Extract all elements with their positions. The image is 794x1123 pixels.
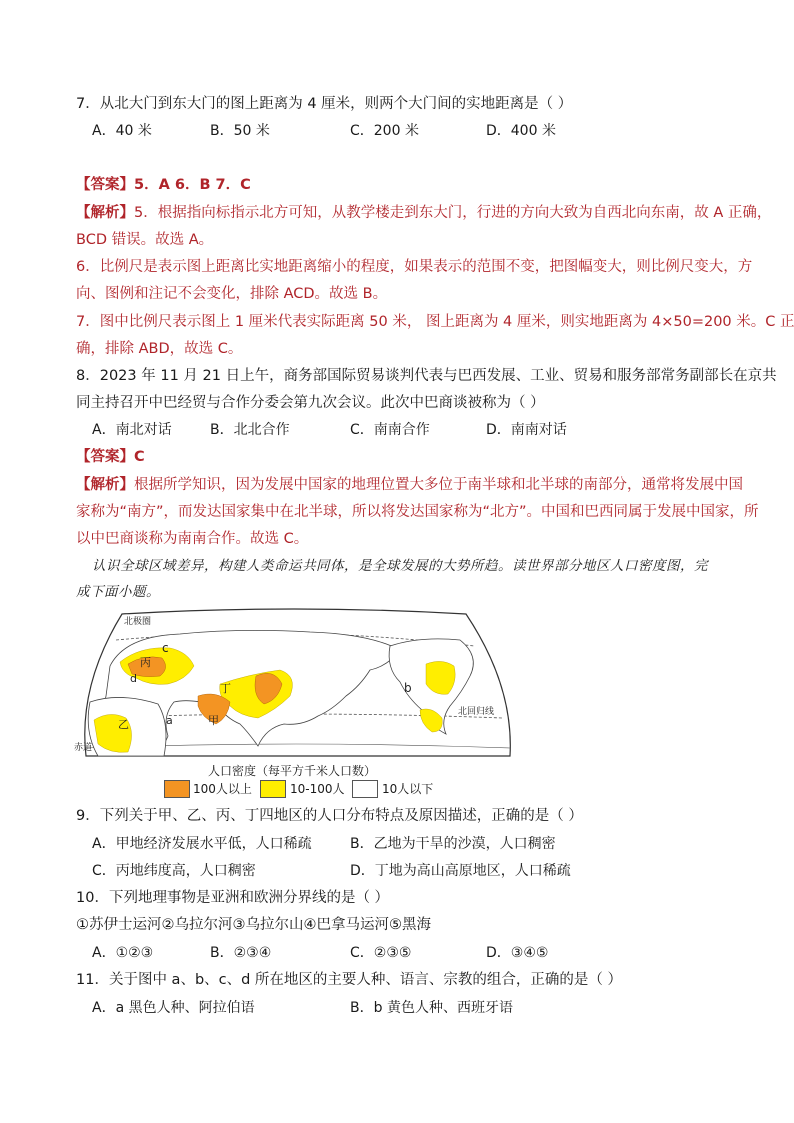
q8-option-d: D．南南对话 [486,422,567,438]
legend-label-medium: 10-100人 [290,782,345,796]
q10-option-d: D．③④⑤ [486,945,549,961]
legend-title: 人口密度（每平方千米人口数） [208,764,377,778]
label-jia: 甲 [208,714,219,727]
answer-tag: 【答案】 [76,177,134,193]
q8-option-a: A．南北对话 [92,422,172,438]
analysis-tag: 【解析】 [76,205,134,221]
label-ding: 丁 [220,682,231,695]
analysis-5-7-line3: 6．比例尺是表示图上距离比实地距离缩小的程度，如果表示的范围不变，把图幅变大，则比例尺变大，方 [76,259,753,275]
q7-option-c: C．200 米 [350,123,419,139]
q8-answer-value: C [134,449,145,465]
q10-option-b: B．②③④ [210,945,272,961]
label-b: b [404,681,412,695]
analysis-text: 5．根据指向标指示北方可知，从教学楼走到东大门，行进的方向大致为自西北向东南，故 A 正确， [134,205,772,221]
q8-analysis-text: 根据所学知识，因为发展中国家的地理位置大多位于南半球和北半球的南部分，通常将发展中国 [134,477,743,493]
q7-option-a: A．40 米 [92,123,152,139]
q9-option-d: D．丁地为高山高原地区，人口稀疏 [350,863,571,879]
q8-option-c: C．南南合作 [350,422,430,438]
label-c: c [162,641,169,655]
q8-answer-tag: 【答案】 [76,449,134,465]
legend-swatch-medium [260,780,286,798]
q10-items: ①苏伊士运河②乌拉尔河③乌拉尔山④巴拿马运河⑤黑海 [76,917,431,933]
analysis-5-7-line2: BCD 错误。故选 A。 [76,232,214,248]
q9-stem: 9．下列关于甲、乙、丙、丁四地区的人口分布特点及原因描述，正确的是（ ） [76,808,583,824]
q7-stem: 7．从北大门到东大门的图上距离为 4 厘米，则两个大门间的实地距离是（ ） [76,96,573,112]
q8-option-b: B．北北合作 [210,422,290,438]
q11-option-b: B．b 黄色人种、西班牙语 [350,1000,513,1016]
q8-analysis-line3: 以中巴商谈称为南南合作。故选 C。 [76,531,309,547]
q8-answer [76,447,145,467]
population-density-map [70,606,518,764]
label-bing: 丙 [140,656,151,669]
answer-text: 5．A 6．B 7．C [134,177,251,193]
legend-label-high: 100人以上 [193,782,252,796]
label-a: a [166,714,173,727]
q8-analysis-tag: 【解析】 [76,477,134,493]
q10-stem: 10．下列地理事物是亚洲和欧洲分界线的是（ ） [76,890,390,906]
label-d: d [130,672,137,685]
q11-option-a: A．a 黑色人种、阿拉伯语 [92,1000,255,1016]
analysis-5-7-line6: 确，排除 ABD，故选 C。 [76,341,243,357]
label-tropic: 北回归线 [458,707,495,717]
intro-line2: 成下面小题。 [76,584,160,600]
q8-analysis-line2: 家称为“南方”，而发达国家集中在北半球，所以将发达国家称为“北方”。中国和巴西同属于发展中国家，所 [76,504,759,520]
legend-swatch-high [164,780,190,798]
q11-stem: 11．关于图中 a、b、c、d 所在地区的主要人种、语言、宗教的组合，正确的是（ ） [76,972,623,988]
label-equator: 赤道 [74,743,93,753]
q8-analysis-line1 [76,475,743,495]
label-yi: 乙 [118,718,129,731]
q8-stem-line2: 同主持召开中巴经贸与合作分委会第九次会议。此次中巴商谈被称为（ ） [76,395,545,411]
q7-option-d: D．400 米 [486,123,556,139]
density-medium-east-us [426,661,455,694]
q9-option-a: A．甲地经济发展水平低，人口稀疏 [92,836,312,852]
legend-swatch-low [352,780,378,798]
intro-line1: 认识全球区域差异，构建人类命运共同体，是全球发展的大势所趋。读世界部分地区人口密度图，完 [92,558,708,574]
q9-option-c: C．丙地纬度高，人口稠密 [92,863,256,879]
q10-option-a: A．①②③ [92,945,154,961]
q9-option-b: B．乙地为干旱的沙漠，人口稠密 [350,836,556,852]
legend-label-low: 10人以下 [382,782,434,796]
q10-option-c: C．②③⑤ [350,945,412,961]
label-arctic: 北极圈 [124,617,152,627]
analysis-5-7-line5: 7．图中比例尺表示图上 1 厘米代表实际距离 50 米， 图上距离为 4 厘米，则实地距离为 4×50=200 米。C 正 [76,314,794,330]
analysis-5-7-line4: 向、图例和注记不会变化，排除 ACD。故选 B。 [76,286,388,302]
q7-option-b: B．50 米 [210,123,270,139]
analysis-5-7-line1 [76,203,771,223]
q8-stem-line1: 8．2023 年 11 月 21 日上午，商务部国际贸易谈判代表与巴西发展、工业、贸易和服务部常务副部长在京共 [76,368,777,384]
answer-5-7 [76,175,251,195]
